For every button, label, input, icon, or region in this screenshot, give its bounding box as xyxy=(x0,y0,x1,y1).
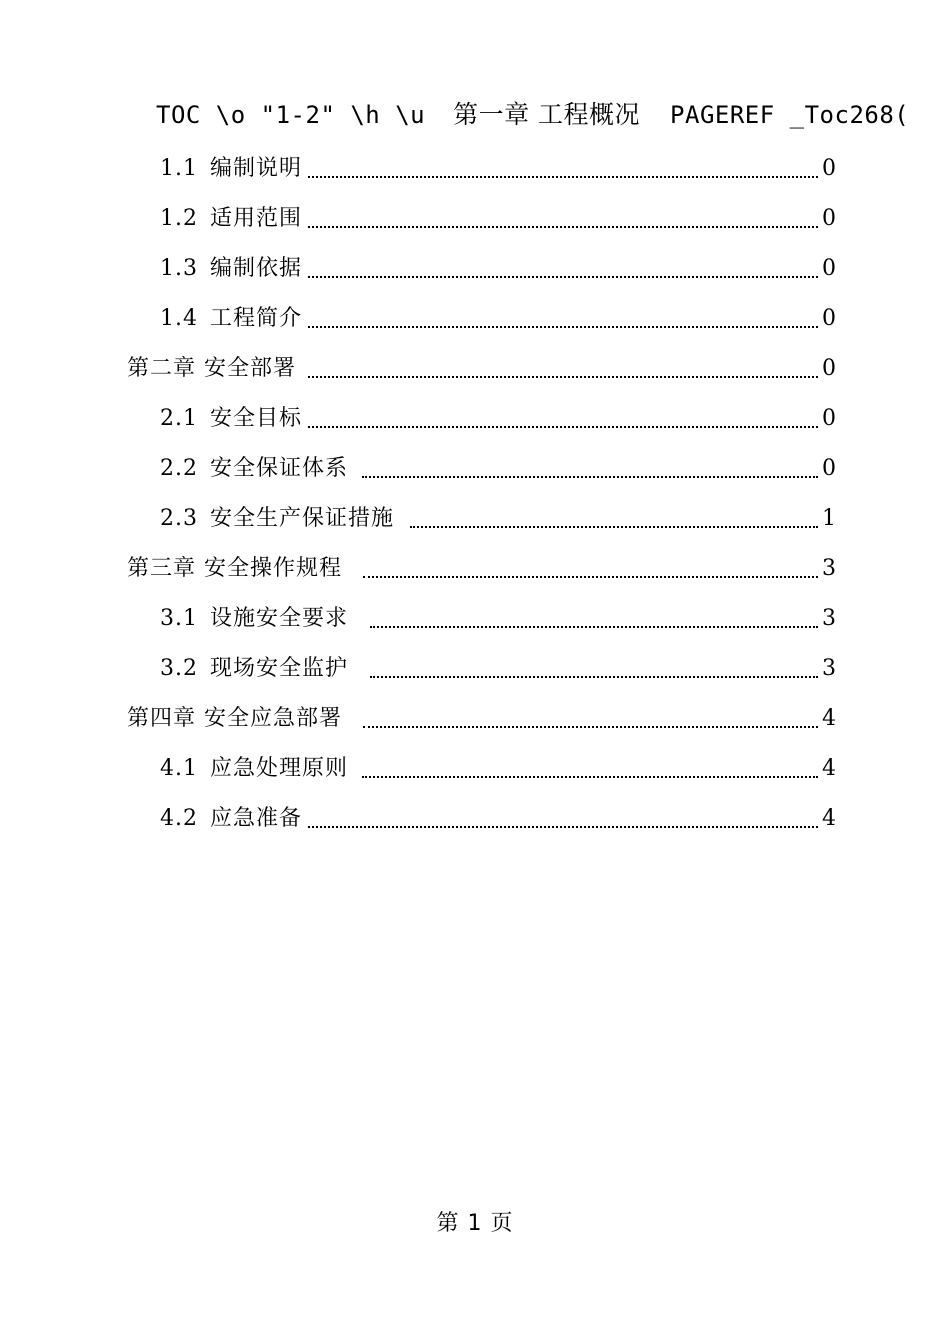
dot-leader xyxy=(308,162,818,178)
toc-page-number: 0 xyxy=(822,156,836,181)
toc-entry-number: 2.3 xyxy=(160,506,198,531)
toc-page-number: 4 xyxy=(822,806,836,831)
toc-page-number: 0 xyxy=(822,356,836,381)
toc-entry-3-1[interactable] xyxy=(160,600,836,638)
chapter-one-title: 第一章 工程概况 xyxy=(453,100,641,129)
toc-page-number: 3 xyxy=(822,556,836,581)
toc-entry-1-3[interactable] xyxy=(160,250,836,288)
toc-entry-title: 安全生产保证措施 xyxy=(210,506,395,531)
toc-page-number: 0 xyxy=(822,206,836,231)
toc-entry-title: 第三章 安全操作规程 xyxy=(127,556,342,581)
toc-page-number: 0 xyxy=(822,306,836,331)
toc-entry-title: 现场安全监护 xyxy=(210,656,349,681)
toc-entry-title: 第四章 安全应急部署 xyxy=(127,706,342,731)
toc-entry-number: 3.1 xyxy=(160,606,198,631)
dot-leader xyxy=(370,662,818,678)
dot-leader xyxy=(362,762,818,778)
dot-leader xyxy=(308,212,818,228)
toc-entry-4-1[interactable] xyxy=(160,750,836,788)
toc-entry-chapter-4[interactable] xyxy=(127,700,836,738)
dot-leader xyxy=(370,612,818,628)
toc-page-number: 3 xyxy=(822,606,836,631)
dot-leader xyxy=(410,512,818,528)
dot-leader xyxy=(308,812,818,828)
toc-entry-number: 2.1 xyxy=(160,406,198,431)
toc-entry-2-1[interactable] xyxy=(160,400,836,438)
toc-entry-number: 1.4 xyxy=(160,306,198,331)
toc-entry-number: 1.1 xyxy=(160,156,198,181)
toc-entry-chapter-3[interactable] xyxy=(127,550,836,588)
toc-entry-4-2[interactable] xyxy=(160,800,836,838)
toc-entry-chapter-2[interactable] xyxy=(127,350,836,388)
toc-entry-title: 第二章 安全部署 xyxy=(127,356,296,381)
toc-entry-number: 4.2 xyxy=(160,806,198,831)
toc-entry-title: 安全目标 xyxy=(210,406,303,431)
toc-entry-1-1[interactable] xyxy=(160,150,836,188)
toc-field-code-line xyxy=(156,96,950,134)
toc-entry-title: 设施安全要求 xyxy=(210,606,349,631)
toc-page-number: 3 xyxy=(822,656,836,681)
dot-leader xyxy=(363,712,818,728)
toc-entry-title: 适用范围 xyxy=(210,206,303,231)
dot-leader xyxy=(363,562,818,578)
toc-entry-title: 安全保证体系 xyxy=(210,456,349,481)
dot-leader xyxy=(308,312,818,328)
toc-page-number: 4 xyxy=(822,756,836,781)
toc-entry-number: 1.3 xyxy=(160,256,198,281)
toc-entry-number: 4.1 xyxy=(160,756,198,781)
toc-entry-1-2[interactable] xyxy=(160,200,836,238)
field-code-suffix: PAGEREF _Toc268( xyxy=(670,101,910,129)
toc-entry-1-4[interactable] xyxy=(160,300,836,338)
toc-page-number: 0 xyxy=(822,456,836,481)
toc-entry-title: 编制说明 xyxy=(210,156,303,181)
toc-entry-title: 工程简介 xyxy=(210,306,303,331)
toc-page-number: 0 xyxy=(822,256,836,281)
toc-page-number: 1 xyxy=(822,506,836,531)
toc-entry-title: 应急准备 xyxy=(210,806,303,831)
toc-entry-2-3[interactable] xyxy=(160,500,836,538)
dot-leader xyxy=(308,412,818,428)
toc-entry-number: 1.2 xyxy=(160,206,198,231)
toc-page-number: 0 xyxy=(822,406,836,431)
toc-entry-2-2[interactable] xyxy=(160,450,836,488)
dot-leader xyxy=(308,362,818,378)
toc-entry-number: 2.2 xyxy=(160,456,198,481)
toc-entry-number: 3.2 xyxy=(160,656,198,681)
toc-entry-3-2[interactable] xyxy=(160,650,836,688)
field-code-prefix: TOC \o "1-2" \h \u xyxy=(156,101,426,129)
toc-entry-title: 应急处理原则 xyxy=(210,756,349,781)
dot-leader xyxy=(308,262,818,278)
dot-leader xyxy=(362,462,818,478)
page-footer: 第 1 页 xyxy=(436,1211,514,1236)
toc-entry-title: 编制依据 xyxy=(210,256,303,281)
toc-page-number: 4 xyxy=(822,706,836,731)
